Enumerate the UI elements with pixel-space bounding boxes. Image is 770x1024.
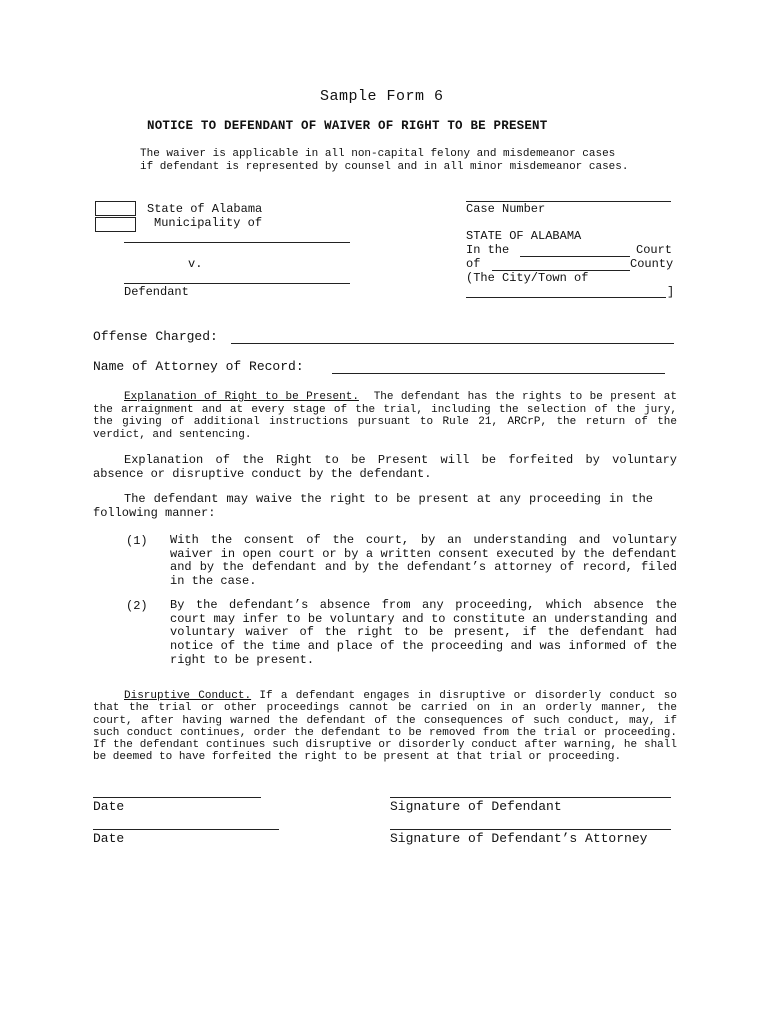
plaintiff-line[interactable]: [124, 242, 350, 243]
waive-paragraph: The defendant may waive the right to be present at any proceeding in the following manner:: [93, 492, 653, 520]
municipality-checkbox[interactable]: [95, 217, 136, 232]
defendant-signature-line[interactable]: [390, 797, 671, 798]
defendant-label: Defendant: [124, 285, 189, 299]
attorney-signature-label: Signature of Defendant’s Attorney: [390, 831, 648, 846]
attorney-of-record-label: Name of Attorney of Record:: [93, 359, 304, 374]
of-label: of: [466, 257, 481, 271]
form-title: Sample Form 6: [320, 88, 444, 105]
offense-charged-label: Offense Charged:: [93, 329, 218, 344]
state-caps-label: STATE OF ALABAMA: [466, 229, 582, 243]
defendant-line[interactable]: [124, 283, 350, 284]
attorney-of-record-line[interactable]: [332, 373, 665, 374]
in-the-label: In the: [466, 243, 510, 257]
item-2-text: By the defendant’s absence from any proceeding, which absence the court may infer to be voluntary and to constitute an understanding and voluntary waiver of the right to be present, if the defendant had notice of the time and place of the proceeding and was informed of the right to be present.: [170, 598, 677, 667]
close-bracket: ]: [667, 285, 675, 299]
form-heading: NOTICE TO DEFENDANT OF WAIVER OF RIGHT TO BE PRESENT: [147, 119, 548, 133]
item-2-number: (2): [126, 599, 148, 613]
state-of-alabama-label: State of Alabama: [147, 202, 263, 216]
explanation-paragraph: [93, 391, 677, 441]
county-label: County: [630, 257, 674, 271]
city-town-label: (The City/Town of: [466, 271, 589, 285]
attorney-signature-line[interactable]: [390, 829, 671, 830]
explanation-heading: Explanation of Right to be Present.: [124, 391, 359, 403]
intro-line-1: The waiver is applicable in all non-capital felony and misdemeanor cases: [140, 148, 616, 160]
city-town-line[interactable]: [466, 297, 666, 298]
disruptive-text: If a defendant engages in disruptive or disorderly conduct so that the trial or other proceedings cannot be carried on in an orderly manner, the court, after having warned the defendant of the consequences of such conduct, may, if such conduct continues, order the defendant to be removed from the trial or proceeding. If the defendant continues such disruptive or disorderly conduct after warning, he shall be deemed to have forfeited the right to be present at that trial or proceeding.: [93, 690, 677, 764]
case-number-label: Case Number: [466, 202, 546, 216]
court-label: Court: [636, 243, 673, 257]
item-1-text: With the consent of the court, by an understanding and voluntary waiver in open court or by a written consent executed by the defendant and by the defendant and by the defendant’s attorney of record, filed in the case.: [170, 533, 677, 589]
disruptive-heading: Disruptive Conduct.: [124, 690, 252, 702]
explanation-text: The defendant has the rights to be present at the arraignment and at every stage of the trial, including the selection of the jury, the giving of additional instructions pursuant to Rule 21, ARCrP, the return of the verdict, and sentencing.: [93, 391, 677, 441]
date-1-label: Date: [93, 799, 125, 814]
offense-charged-line[interactable]: [231, 343, 674, 344]
item-1-number: (1): [126, 534, 148, 548]
state-checkbox[interactable]: [95, 201, 136, 216]
versus-label: v.: [188, 257, 203, 271]
date-2-line[interactable]: [93, 829, 279, 830]
intro-line-2: if defendant is represented by counsel and in all minor misdemeanor cases.: [140, 161, 629, 173]
date-2-label: Date: [93, 831, 125, 846]
disruptive-paragraph: [93, 690, 677, 764]
defendant-signature-label: Signature of Defendant: [390, 799, 562, 814]
date-1-line[interactable]: [93, 797, 261, 798]
forfeit-paragraph: Explanation of the Right to be Present will be forfeited by voluntary absence or disruptive conduct by the defendant.: [93, 453, 677, 481]
court-line[interactable]: [520, 256, 630, 257]
municipality-label: Municipality of: [154, 216, 263, 230]
